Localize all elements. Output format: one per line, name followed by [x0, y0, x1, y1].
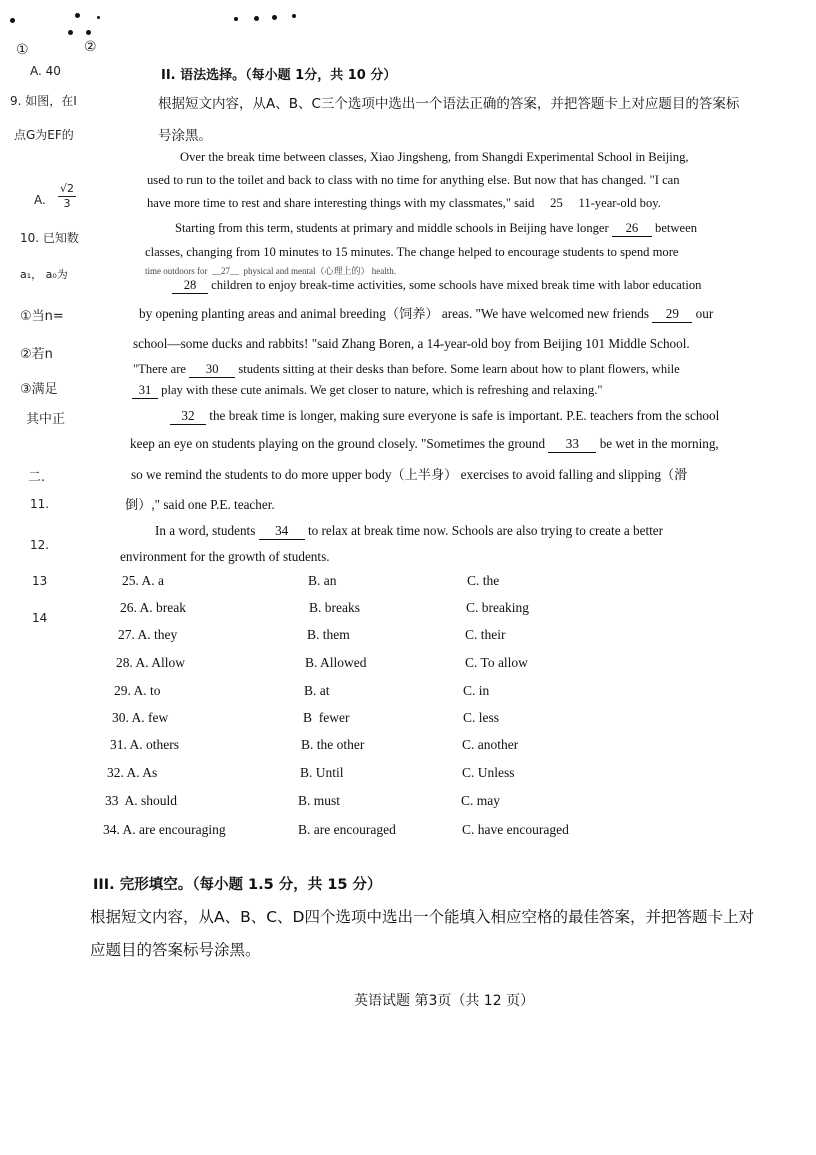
question-option: B. Allowed: [305, 655, 367, 670]
section-3-title: III. 完形填空。（每小题 1.5 分，共 15 分）: [93, 877, 382, 893]
passage-line: [132, 383, 603, 399]
passage-line: have more time to rest and share interesting things with my classmates," said 25 11-year-old boy.: [147, 196, 661, 210]
question-option: B. the other: [301, 737, 365, 752]
passage-line: [133, 362, 680, 378]
question-option: 27. A. they: [118, 627, 178, 642]
margin-text: A. 40: [30, 64, 61, 78]
margin-text: 二.: [28, 470, 46, 485]
passage-text: students sitting at their desks than before. Some learn about how to plant flowers, while: [238, 362, 680, 376]
passage-text: children to enjoy break-time activities, some schools have mixed break time with labor education: [211, 278, 702, 292]
question-option: C. breaking: [466, 600, 529, 615]
margin-fraction: [58, 182, 76, 211]
question-option: B. them: [307, 627, 350, 642]
margin-text: a₁， a₀为: [20, 268, 68, 281]
passage-text: play with these cute animals. We get closer to nature, which is refreshing and relaxing.": [161, 383, 603, 397]
blank-26: 26: [612, 221, 652, 237]
question-option: 31. A. others: [110, 737, 179, 752]
question-option: C. To allow: [465, 655, 528, 670]
page-footer: 英语试题 第3页（共 12 页）: [354, 993, 535, 1009]
question-option: C. their: [465, 627, 506, 642]
margin-text: 其中正: [26, 412, 66, 427]
question-option: 34. A. are encouraging: [103, 822, 226, 837]
passage-text: by opening planting areas and animal breeding（饲养） areas. "We have welcomed new friends: [139, 306, 650, 321]
blank-30: 30: [189, 362, 235, 378]
question-option: 33 A. should: [105, 793, 178, 808]
margin-text: 11.: [30, 497, 50, 511]
margin-text: A.: [34, 193, 46, 207]
question-option: B. breaks: [309, 600, 360, 615]
question-option: B. must: [298, 793, 341, 808]
margin-text: 13: [32, 574, 48, 588]
question-option: B. at: [304, 683, 330, 698]
passage-text: keep an eye on students playing on the ground closely. "Sometimes the ground: [130, 436, 546, 451]
scan-dot: [10, 18, 15, 23]
question-option: 25. A. a: [122, 573, 164, 588]
margin-text: 9. 如图，在I: [10, 94, 77, 108]
blank-31: 31: [132, 383, 158, 399]
section-3-instruction: 应题目的答案标号涂黑。: [90, 941, 261, 959]
margin-text: 12.: [30, 538, 50, 552]
passage-line: [130, 436, 719, 453]
passage-text: be wet in the morning,: [599, 436, 719, 451]
blank-28: 28: [172, 278, 208, 294]
margin-circle-1: ①: [16, 42, 29, 58]
passage-text: the break time is longer, making sure everyone is safe is important. P.E. teachers from the school: [209, 408, 720, 423]
passage-line: [170, 408, 719, 425]
scan-dot: [68, 30, 73, 35]
question-option: C. the: [467, 573, 500, 588]
scan-dot: [234, 17, 238, 21]
margin-text: ③满足: [20, 382, 58, 397]
passage-line-partial: time outdoors for __27__ physical and mental（心理上的） health.: [145, 266, 396, 276]
question-option: 28. A. Allow: [116, 655, 186, 670]
question-option: 29. A. to: [114, 683, 161, 698]
blank-33: 33: [548, 436, 596, 453]
passage-line: so we remind the students to do more upper body（上半身） exercises to avoid falling and slipping（滑: [131, 467, 688, 482]
question-option: B. Until: [300, 765, 344, 780]
fraction-denominator: 3: [63, 197, 71, 210]
question-option: C. another: [462, 737, 519, 752]
margin-text: 14: [32, 611, 48, 625]
question-option: C. have encouraged: [462, 822, 569, 837]
scan-dot: [272, 15, 277, 20]
passage-text: between: [655, 221, 697, 235]
question-option: 30. A. few: [112, 710, 169, 725]
scan-dot: [254, 16, 259, 21]
question-option: C. may: [461, 793, 500, 808]
passage-text: to relax at break time now. Schools are also trying to create a better: [307, 523, 664, 538]
section-2-instruction: 根据短文内容，从A、B、C三个选项中选出一个语法正确的答案，并把答题卡上对应题目的答案标: [158, 96, 740, 112]
question-option: C. less: [463, 710, 500, 725]
passage-line: [139, 303, 713, 323]
margin-text: 10. 已知数: [20, 231, 79, 245]
margin-text: 点G为EF的: [14, 128, 74, 142]
margin-text: ②若n: [20, 347, 53, 362]
question-option: B. are encouraged: [298, 822, 396, 837]
section-3-instruction: 根据短文内容，从A、B、C、D四个选项中选出一个能填入相应空格的最佳答案，并把答题卡上对: [90, 908, 754, 926]
passage-line: 倒）," said one P.E. teacher.: [125, 497, 275, 512]
question-option: 26. A. break: [120, 600, 186, 615]
passage-line: used to run to the toilet and back to class with no time for anything else. But now that has changed. "I can: [147, 173, 680, 187]
passage-line: school—some ducks and rabbits! "said Zhang Boren, a 14-year-old boy from Beijing 101 Middle School.: [133, 336, 690, 351]
question-option: 32. A. As: [107, 765, 158, 780]
passage-line: [172, 278, 701, 294]
scan-dot: [292, 14, 296, 18]
passage-text: "There are: [133, 362, 187, 376]
passage-line: [155, 523, 663, 540]
passage-line: [175, 221, 697, 237]
question-option: C. Unless: [462, 765, 515, 780]
scan-dot: [86, 30, 91, 35]
question-option: C. in: [463, 683, 490, 698]
margin-text: ①当n=: [20, 309, 64, 324]
margin-circle-2: ②: [84, 39, 97, 55]
passage-text: our: [695, 306, 714, 321]
fraction-numerator: √2: [60, 182, 75, 195]
passage-line: classes, changing from 10 minutes to 15 minutes. The change helped to encourage students to spend more: [145, 245, 679, 259]
question-option: B fewer: [303, 710, 350, 725]
section-2-instruction: 号涂黑。: [158, 128, 212, 144]
passage-line: environment for the growth of students.: [120, 549, 330, 564]
blank-32: 32: [170, 408, 206, 425]
blank-29: 29: [652, 306, 692, 323]
section-2-title: II. 语法选择。（每小题 1分，共 10 分）: [161, 68, 397, 83]
blank-34: 34: [259, 523, 305, 540]
scan-dot: [97, 16, 100, 19]
question-option: B. an: [308, 573, 337, 588]
passage-line: Over the break time between classes, Xiao Jingsheng, from Shangdi Experimental School in Beijing,: [180, 150, 689, 164]
scan-dot: [75, 13, 80, 18]
passage-text: Starting from this term, students at primary and middle schools in Beijing have longer: [175, 221, 609, 235]
passage-text: In a word, students: [155, 523, 256, 538]
